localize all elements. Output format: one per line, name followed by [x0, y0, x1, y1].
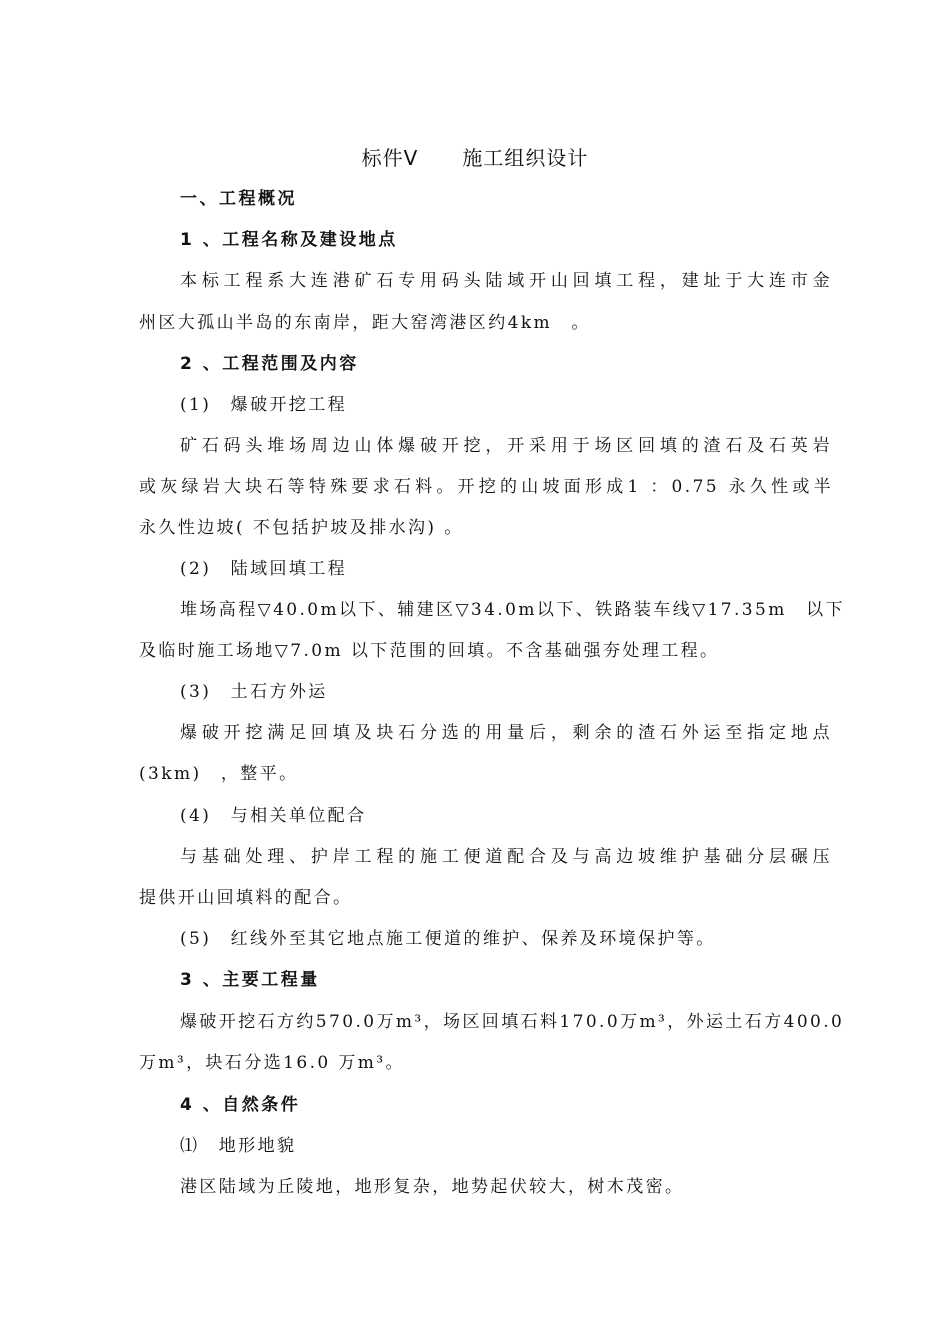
paragraph-line: 万m³，块石分选16.0 万m³。 [139, 1053, 405, 1073]
paragraph-line: 爆破开挖石方约570.0万m³，场区回填石料170.0万m³，外运土石方400.0 [180, 1012, 845, 1032]
item-heading: (2) 陆域回填工程 [180, 559, 348, 579]
paragraph-line: 提供开山回填料的配合。 [139, 888, 353, 908]
item-heading: (1) 爆破开挖工程 [180, 395, 348, 415]
section-heading: 一、工程概况 [180, 189, 297, 209]
title-part-1: 标件Ⅴ [361, 146, 419, 170]
paragraph-line: (3km) ，整平。 [139, 764, 299, 784]
subsection-heading: 3 、主要工程量 [180, 970, 320, 990]
title-part-2: 施工组织设计 [462, 146, 589, 170]
item-heading: (4) 与相关单位配合 [180, 806, 367, 826]
paragraph-line: 矿石码头堆场周边山体爆破开挖，开采用于场区回填的渣石及石英岩 [180, 436, 832, 456]
paragraph-line: 与基础处理、护岸工程的施工便道配合及与高边坡维护基础分层碾压 [180, 847, 832, 867]
paragraph-line: 本标工程系大连港矿石专用码头陆域开山回填工程，建址于大连市金 [180, 271, 832, 291]
subsection-heading: 1 、工程名称及建设地点 [180, 230, 398, 250]
paragraph-line: 州区大孤山半岛的东南岸，距大窑湾港区约4km 。 [139, 313, 591, 333]
paragraph-line: 或灰绿岩大块石等特殊要求石料。开挖的山坡面形成1 ：0.75 永久性或半 [139, 477, 833, 497]
item-heading: ⑴ 地形地貌 [180, 1136, 297, 1156]
item-heading: (5) 红线外至其它地点施工便道的维护、保养及环境保护等。 [180, 929, 716, 949]
subsection-heading: 2 、工程范围及内容 [180, 354, 359, 374]
paragraph-line: 爆破开挖满足回填及块石分选的用量后，剩余的渣石外运至指定地点 [180, 723, 832, 743]
paragraph-line: 堆场高程▽40.0m以下、辅建区▽34.0m以下、铁路装车线▽17.35m 以下 [180, 600, 845, 620]
document-title [0, 142, 950, 171]
paragraph-line: 港区陆域为丘陵地，地形复杂，地势起伏较大，树木茂密。 [180, 1177, 685, 1197]
item-heading: (3) 土石方外运 [180, 682, 328, 702]
paragraph-line: 及临时施工场地▽7.0m 以下范围的回填。不含基础强夯处理工程。 [139, 641, 720, 661]
subsection-heading: 4 、自然条件 [180, 1095, 301, 1115]
paragraph-line: 永久性边坡( 不包括护坡及排水沟) 。 [139, 518, 464, 538]
